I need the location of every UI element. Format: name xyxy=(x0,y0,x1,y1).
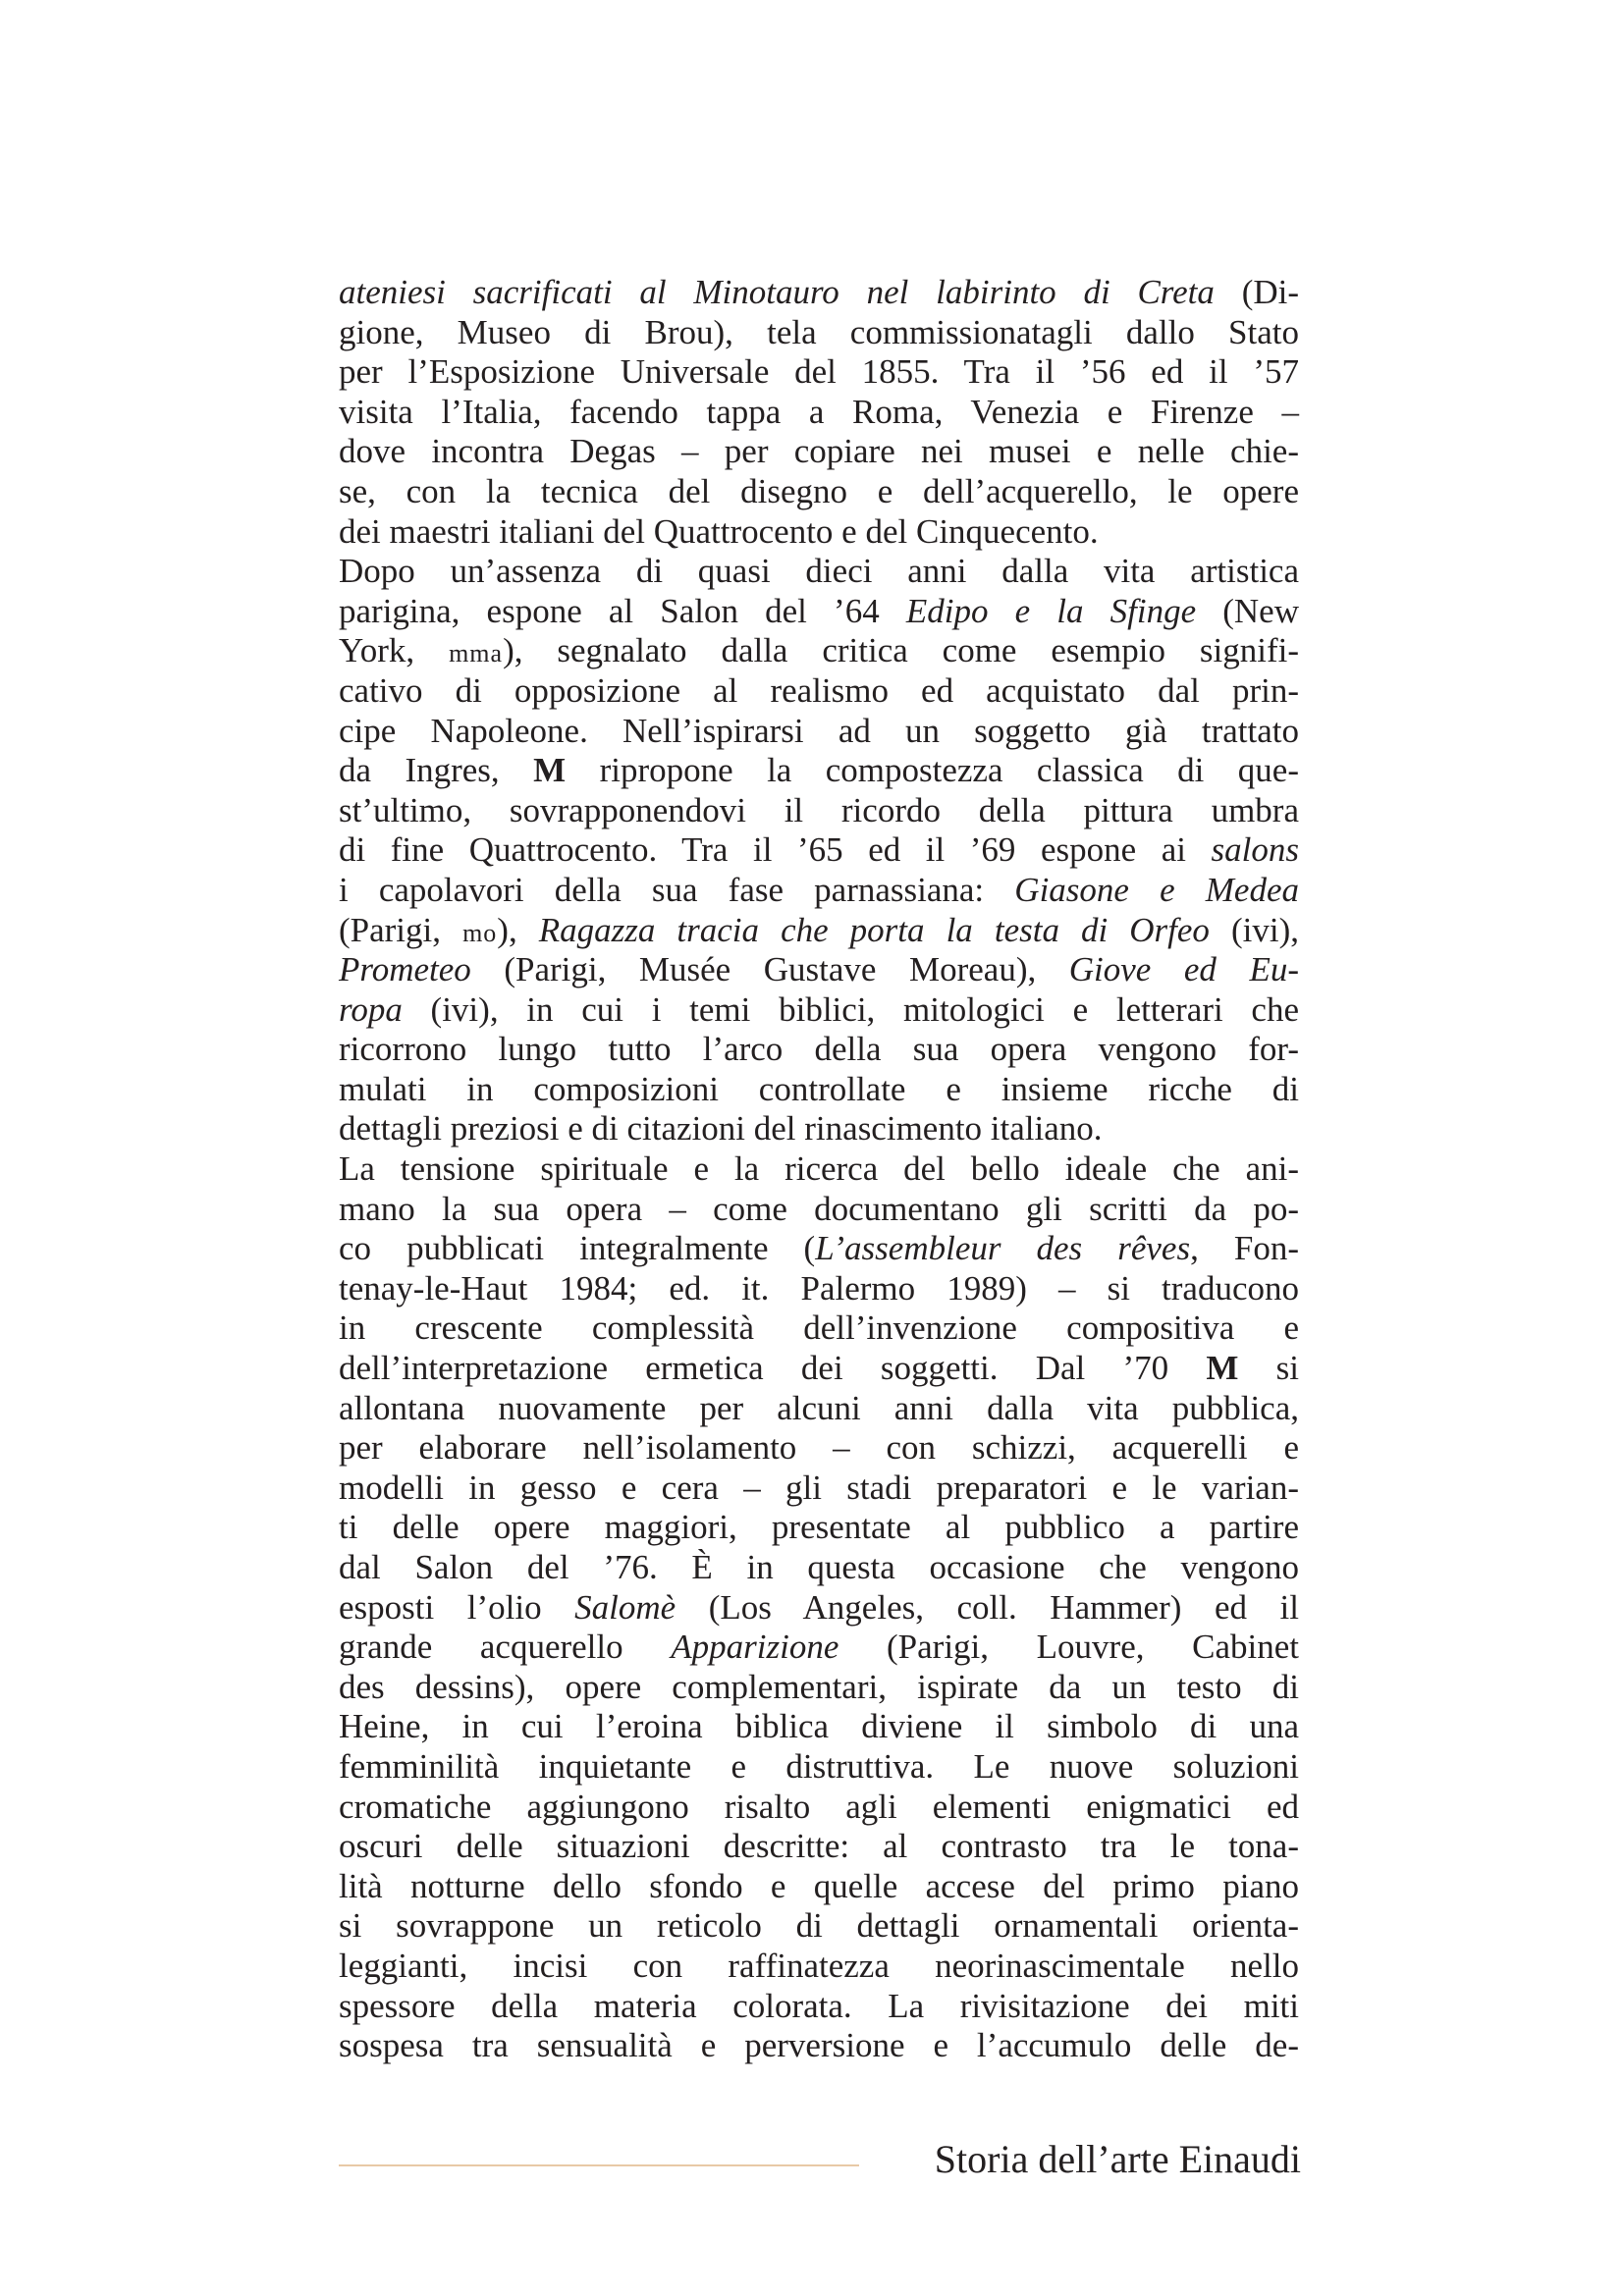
text-run: (Parigi, Musée Gustave Moreau), xyxy=(470,950,1069,989)
text-line xyxy=(339,1149,1299,1190)
text-run: st’ultimo, sovrapponendovi il ricordo della pittura umbra xyxy=(339,790,1299,829)
text-run: per elaborare nell’isolamento – con schizzi, acquerelli e xyxy=(339,1428,1299,1468)
text-line xyxy=(339,1588,1299,1629)
text-run: grande acquerello xyxy=(339,1628,672,1667)
text-line xyxy=(339,1628,1299,1668)
text-line xyxy=(339,1548,1299,1588)
text-line xyxy=(339,1468,1299,1509)
text-run: Heine, in cui l’eroina biblica diviene il simbolo di una xyxy=(339,1707,1299,1746)
text-run: parigina, espone al Salon del ’64 xyxy=(339,591,906,630)
text-line xyxy=(339,1827,1299,1867)
italic-title: Giasone e Medea xyxy=(1014,870,1299,909)
text-line xyxy=(339,1428,1299,1468)
text-line xyxy=(339,1109,1299,1149)
text-line xyxy=(339,2026,1299,2066)
text-run: si xyxy=(1238,1349,1299,1388)
text-run: si sovrappone un reticolo di dettagli ornamentali orienta- xyxy=(339,1906,1299,1946)
text-run: dal Salon del ’76. È in questa occasione che vengono xyxy=(339,1548,1299,1586)
text-run: cromatiche aggiungono risalto agli elementi enigmatici ed xyxy=(339,1787,1299,1826)
text-run: York, xyxy=(339,631,450,670)
text-line xyxy=(339,791,1299,831)
text-run: ti delle opere maggiori, presentate al pubblico a partire xyxy=(339,1508,1299,1547)
text-run: (ivi), in cui i temi biblici, mitologici e letterari che xyxy=(402,989,1299,1029)
text-run: (ivi), xyxy=(1209,910,1299,949)
text-run: tenay-le-Haut 1984; ed. it. Palermo 1989) – si traducono xyxy=(339,1268,1299,1308)
text-line xyxy=(339,1788,1299,1828)
body-text xyxy=(339,273,1299,2066)
text-line xyxy=(339,751,1299,791)
text-line xyxy=(339,671,1299,712)
italic-title: Salomè xyxy=(574,1587,676,1627)
text-line xyxy=(339,1070,1299,1110)
text-run: mulati in composizioni controllate e insieme ricche di xyxy=(339,1069,1299,1108)
text-line xyxy=(339,1229,1299,1269)
text-run: per l’Esposizione Universale del 1855. Tra il ’56 ed il ’57 xyxy=(339,352,1299,392)
text-run: gione, Museo di Brou), tela commissionatagli dallo Stato xyxy=(339,312,1299,351)
text-line xyxy=(339,631,1299,671)
italic-title: Ragazza tracia che porta la testa di Orfeo xyxy=(538,910,1210,949)
bold-initial: M xyxy=(1206,1349,1239,1388)
text-line xyxy=(339,313,1299,353)
text-run: leggianti, incisi con raffinatezza neorinascimentale nello xyxy=(339,1946,1299,1985)
text-line xyxy=(339,1906,1299,1947)
text-run: se, con la tecnica del disegno e dell’acquerello, le opere xyxy=(339,471,1299,510)
text-run: di fine Quattrocento. Tra il ’65 ed il ’69 espone ai xyxy=(339,830,1212,870)
text-run: cativo di opposizione al realismo ed acquistato dal prin- xyxy=(339,670,1299,710)
text-run: modelli in gesso e cera – gli stadi preparatori e le varian- xyxy=(339,1468,1299,1507)
text-line xyxy=(339,712,1299,752)
text-line xyxy=(339,950,1299,990)
text-line xyxy=(339,871,1299,911)
text-run: co pubblicati integralmente ( xyxy=(339,1229,816,1268)
text-run: (Los Angeles, coll. Hammer) ed il xyxy=(676,1587,1299,1627)
text-line xyxy=(339,1349,1299,1389)
text-run: , Fon- xyxy=(1190,1229,1299,1268)
text-run: (Parigi, xyxy=(339,910,463,949)
text-line xyxy=(339,1947,1299,1987)
text-run: dell’interpretazione ermetica dei soggetti. Dal ’70 xyxy=(339,1349,1207,1388)
text-run: Dopo un’assenza di quasi dieci anni dalla vita artistica xyxy=(339,552,1299,591)
text-run: cipe Napoleone. Nell’ispirarsi ad un soggetto già trattato xyxy=(339,711,1299,750)
text-line xyxy=(339,1308,1299,1349)
text-run: ), xyxy=(497,910,539,949)
text-run: ), segnalato dalla critica come esempio signifi- xyxy=(503,631,1299,670)
text-run: ricorrono lungo tutto l’arco della sua opera vengono for- xyxy=(339,1030,1299,1069)
text-line xyxy=(339,830,1299,871)
text-line xyxy=(339,1867,1299,1907)
text-line xyxy=(339,990,1299,1031)
text-run: (New xyxy=(1196,591,1299,630)
text-line xyxy=(339,1389,1299,1429)
text-run: dove incontra Degas – per copiare nei musei e nelle chie- xyxy=(339,432,1299,471)
italic-title: Apparizione xyxy=(671,1628,839,1667)
text-line xyxy=(339,1668,1299,1708)
text-run: oscuri delle situazioni descritte: al contrasto tra le tona- xyxy=(339,1827,1299,1866)
text-line xyxy=(339,1987,1299,2027)
text-run: da Ingres, xyxy=(339,751,534,790)
text-run: ripropone la compostezza classica di que- xyxy=(566,751,1299,790)
italic-title: salons xyxy=(1211,830,1299,870)
text-run: allontana nuovamente per alcuni anni dalla vita pubblica, xyxy=(339,1388,1299,1427)
footer-book-title: Storia dell’arte Einaudi xyxy=(934,2137,1301,2181)
text-line xyxy=(339,1747,1299,1788)
text-line xyxy=(339,432,1299,472)
italic-title: L’assembleur des rêves xyxy=(815,1229,1191,1268)
text-line xyxy=(339,1269,1299,1309)
text-run: des dessins), opere complementari, ispirate da un testo di xyxy=(339,1667,1299,1706)
text-run: visita l’Italia, facendo tappa a Roma, Venezia e Firenze – xyxy=(339,392,1299,431)
text-line xyxy=(339,592,1299,632)
small-caps-abbrev: mma xyxy=(449,639,504,668)
text-line xyxy=(339,273,1299,313)
bold-initial: M xyxy=(533,751,567,790)
italic-title: Giove ed Eu- xyxy=(1068,950,1299,989)
text-line xyxy=(339,393,1299,433)
text-run: spessore della materia colorata. La rivisitazione dei miti xyxy=(339,1986,1299,2025)
text-run: (Di- xyxy=(1214,273,1300,311)
footer-rule xyxy=(339,2164,859,2166)
text-run: lità notturne dello sfondo e quelle accese del primo piano xyxy=(339,1866,1299,1905)
text-run: esposti l’olio xyxy=(339,1587,575,1627)
text-run: sospesa tra sensualità e perversione e l’accumulo delle de- xyxy=(339,2026,1299,2065)
text-line xyxy=(339,911,1299,951)
text-line xyxy=(339,352,1299,393)
text-run: mano la sua opera – come documentano gli scritti da po- xyxy=(339,1189,1299,1228)
text-line xyxy=(339,1508,1299,1548)
page-footer xyxy=(339,2135,1301,2184)
italic-title: Prometeo xyxy=(339,950,471,989)
text-run: in crescente complessità dell’invenzione compositiva e xyxy=(339,1308,1299,1348)
text-line xyxy=(339,1190,1299,1230)
text-line xyxy=(339,552,1299,592)
text-line xyxy=(339,512,1299,553)
text-line xyxy=(339,472,1299,512)
text-run: La tensione spirituale e la ricerca del bello ideale che ani- xyxy=(339,1149,1299,1189)
text-run: femminilità inquietante e distruttiva. Le nuove soluzioni xyxy=(339,1746,1299,1786)
small-caps-abbrev: mo xyxy=(462,918,498,947)
italic-title: Edipo e la Sfinge xyxy=(905,591,1197,630)
text-run: dettagli preziosi e di citazioni del rinascimento italiano. xyxy=(339,1109,1103,1148)
italic-title: ropa xyxy=(339,989,403,1029)
text-line xyxy=(339,1707,1299,1747)
text-run: dei maestri italiani del Quattrocento e del Cinquecento. xyxy=(339,511,1099,551)
italic-title: ateniesi sacrificati al Minotauro nel labirinto di Creta xyxy=(339,273,1215,311)
text-run: i capolavori della sua fase parnassiana: xyxy=(339,870,1015,909)
text-line xyxy=(339,1030,1299,1070)
text-run: (Parigi, Louvre, Cabinet xyxy=(839,1628,1299,1667)
